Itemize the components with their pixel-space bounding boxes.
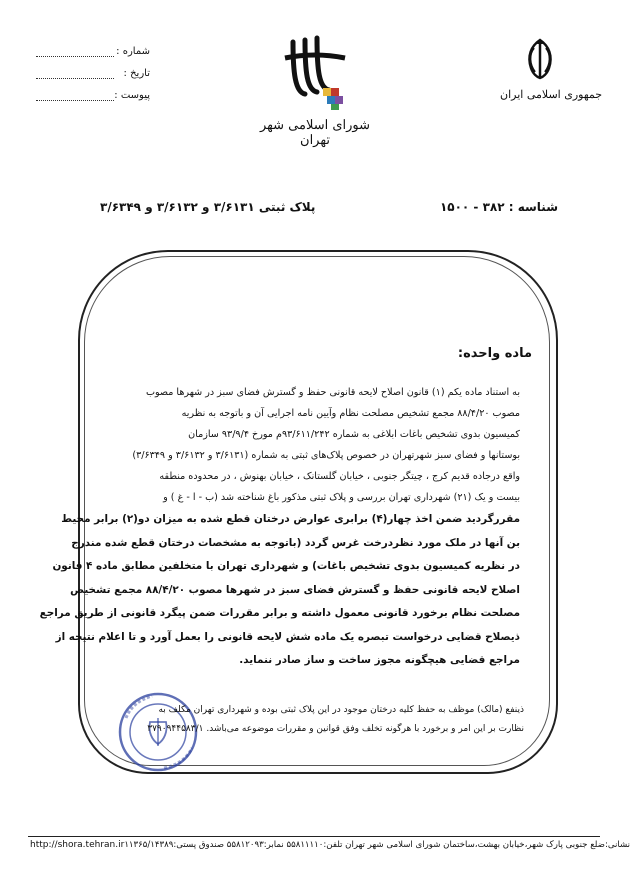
bold-body-line: مراجع قضایی هیچگونه مجوز ساخت و ساز صادر ننماید.	[239, 654, 520, 666]
footer-address: نشانی:ضلع جنوبی پارک شهر،خیابان بهشت،ساختمان شورای اسلامی شهر تهران تلفن:۵۵۸۱۱۱۱۰ نمابر:۵۵۸۱۲۰۹۳ صندوق پستی:۱۱۳۶۵/۱۴۳۸۹	[124, 840, 630, 850]
council-logo-icon	[275, 32, 355, 112]
letter-meta-fields	[30, 40, 150, 106]
bold-body-line: ذیصلاح قضایی درخواست تبصره یک ماده شش لایحه قانونی را بعمل آورد و تا اعلام نتیجه از	[55, 630, 520, 643]
body-line: بیست و یک (۲۱) شهرداری تهران بررسی و پلاک ثبتی مذکور باغ شناخته شد (ب - ا - غ ) و	[163, 492, 520, 503]
footer-url-link[interactable]: http://shora.tehran.ir	[30, 840, 125, 850]
meta-attachment-row	[30, 84, 150, 106]
meta-number-label: شماره :	[116, 45, 150, 57]
letter-footer	[30, 840, 630, 850]
bold-body-line: مقررگردید ضمن اخذ چهار(۴) برابری عوارض درختان قطع شده به میزان دو(۲) برابر محیط	[61, 513, 520, 525]
meta-date-label: تاریخ :	[123, 67, 150, 79]
reference-number: شناسه : ۳۸۲ - ۱۵۰۰	[439, 200, 558, 214]
note-section	[88, 701, 524, 739]
country-title: جمهوری اسلامی ایران	[500, 88, 603, 101]
bold-body-line: در نظریه کمیسیون بدوی تشخیص باغات) و شهرداری تهران با متخلفین مطابق ماده ۴ قانون	[52, 560, 520, 572]
note-line: ذینفع (مالک) موظف به حفظ کلیه درختان موجود در این پلاک ثبتی بوده و شهرداری تهران مکلف به	[158, 705, 524, 715]
bold-body-line: اصلاح لایحه قانونی حفظ و گسترش فضای سبز در شهرها مصوب ۸۸/۴/۲۰ مجمع تشخیص	[70, 583, 520, 596]
meta-number-row	[30, 40, 150, 62]
registration-plaque: پلاک ثبتی ۳/۶۱۳۱ و ۳/۶۱۳۲ و ۳/۶۳۴۹	[100, 200, 316, 214]
body-line: کمیسیون بدوی تشخیص باغات ابلاغی به شماره ۹۳/۶۱۱/۲۴۲م مورخ ۹۳/۹/۴ سازمان	[188, 429, 520, 440]
meta-attachment-label: پیوست :	[114, 89, 150, 101]
iran-emblem	[500, 36, 603, 101]
bold-body-line: مصلحت نظام برخورد قانونی معمول داشته و برابر مقررات ضمن پیگرد قانونی از طریق مراجع	[39, 607, 520, 619]
meta-number-line	[36, 46, 114, 57]
body-line: به استناد ماده یکم (۱) قانون اصلاح لایحه قانونی حفظ و گسترش فضای سبز در شهرها مصوب	[145, 387, 520, 398]
meta-date-row	[30, 62, 150, 84]
council-name: شورای اسلامی شهر تهران	[259, 118, 371, 148]
reference-line	[100, 200, 558, 214]
body-line: مصوب ۸۸/۴/۲۰ مجمع تشخیص مصلحت نظام وآیین نامه اجرایی آن و باتوجه به نظریه	[181, 408, 520, 419]
council-logo	[255, 32, 375, 148]
body-line: واقع درجاده قدیم کرج ، چیتگر جنوبی ، خیابان گلستانک ، خیابان بهنوش ، در محدوده منطقه	[159, 471, 520, 482]
iran-emblem-icon	[517, 36, 563, 82]
bold-body-line: بن آنها در ملک مورد نظردرخت غرس گردد (باتوجه به مشخصات درختان قطع شده مندرج	[71, 536, 520, 549]
note-line: نظارت بر این امر و برخورد با هرگونه تخلف وفق قوانین و مقررات موضوعه می‌باشد. ۳۷۹۰۹۴۴۵۸۳/۱	[147, 724, 524, 734]
article-body	[39, 382, 520, 673]
meta-date-line	[36, 68, 114, 79]
article-title: ماده واحده:	[457, 346, 532, 361]
meta-attachment-line	[36, 90, 114, 101]
footer-divider	[28, 836, 600, 837]
body-line: بوستانها و فضای سبز شهرتهران در خصوص پلاک‌های ثبتی به شماره (۳/۶۱۳۱ و ۳/۶۱۳۲ و ۳/۶۳۴۹)	[132, 450, 520, 461]
